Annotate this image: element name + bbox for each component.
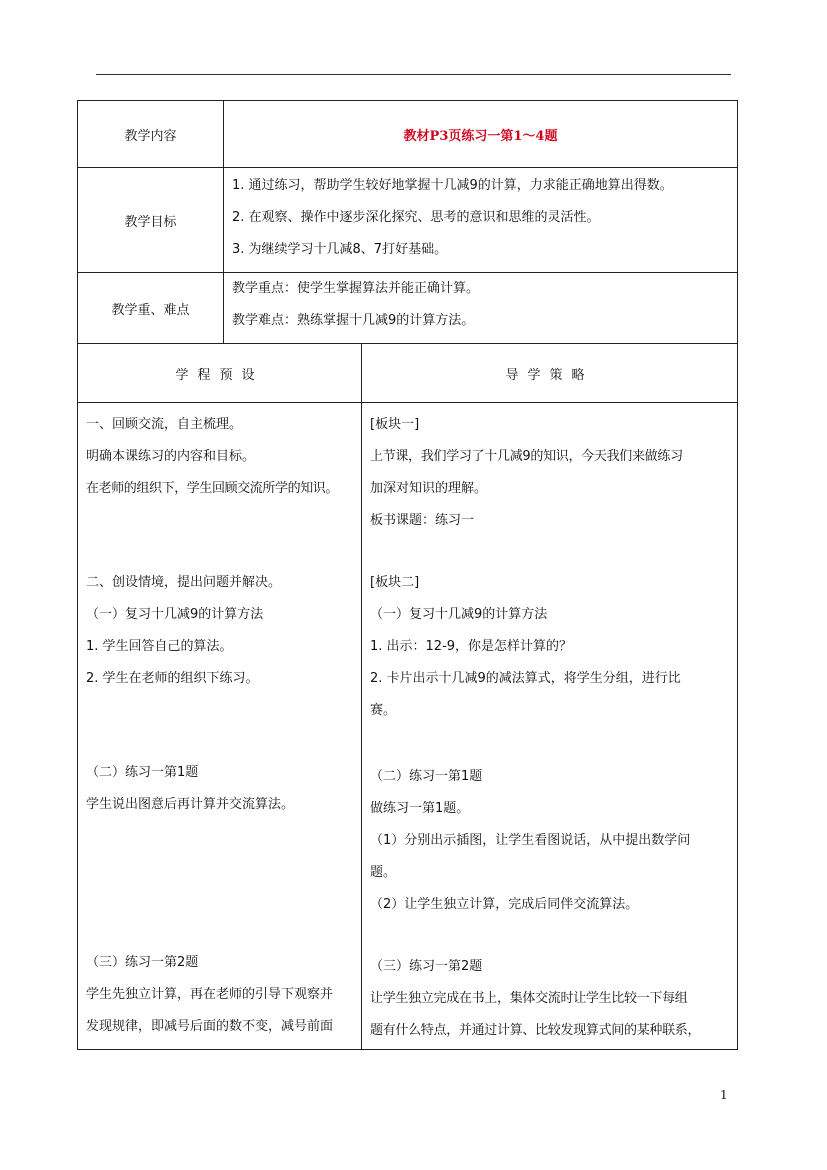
content-title: 教材P3页练习一第1～4题 (224, 101, 738, 168)
content-label: 教学内容 (78, 101, 224, 168)
content-row (78, 101, 738, 168)
subsection-title: （二）练习一第1题 (370, 769, 483, 784)
paragraph: 1. 学生回答自己的算法。 (86, 639, 233, 654)
column-header-row (78, 344, 738, 403)
right-column (362, 403, 738, 1050)
key-points-row (78, 273, 738, 344)
paragraph: 让学生独立完成在书上，集体交流时让学生比较一下每组 (370, 991, 688, 1006)
left-column-header: 学程预设 (78, 344, 362, 403)
block-tag: [板块二] (370, 575, 420, 590)
header-rule (96, 74, 731, 75)
block-tag: [板块一] (370, 417, 420, 432)
key-points-label: 教学重、难点 (78, 273, 224, 344)
subsection-title: （二）练习一第1题 (86, 765, 199, 780)
goal-item: 2. 在观察、操作中逐步深化探究、思考的意识和思维的灵活性。 (232, 210, 600, 225)
paragraph: 学生说出图意后再计算并交流算法。 (86, 797, 295, 812)
paragraph: （2）让学生独立计算，完成后同伴交流算法。 (370, 897, 639, 912)
page-number: 1 (720, 1088, 728, 1102)
paragraph: 2. 学生在老师的组织下练习。 (86, 671, 259, 686)
goals-label: 教学目标 (78, 168, 224, 273)
paragraph: 1. 出示：12-9，你是怎样计算的？ (370, 639, 573, 654)
paragraph: 做练习一第1题。 (370, 801, 470, 816)
process-row (78, 403, 738, 1050)
paragraph: 题。 (370, 865, 397, 880)
subsection-title: （三）练习一第2题 (86, 955, 199, 970)
paragraph: 在老师的组织下，学生回顾交流所学的知识。 (86, 481, 339, 496)
section-title: 二、创设情境，提出问题并解决。 (86, 575, 282, 590)
key-point-item: 教学难点：熟练掌握十几减9的计算方法。 (232, 313, 475, 328)
subsection-title: （一）复习十几减9的计算方法 (370, 607, 548, 622)
paragraph: 加深对知识的理解。 (370, 481, 488, 496)
paragraph: 发现规律，即减号后面的数不变，减号前面 (86, 1019, 334, 1034)
left-column (78, 403, 362, 1050)
subsection-title: （三）练习一第2题 (370, 959, 483, 974)
key-point-item: 教学重点：使学生掌握算法并能正确计算。 (232, 281, 480, 296)
paragraph: 赛。 (370, 703, 397, 718)
section-title: 一、回顾交流，自主梳理。 (86, 417, 243, 432)
goals-cell (224, 168, 738, 273)
goal-item: 1. 通过练习，帮助学生较好地掌握十几减9的计算，力求能正确地算出得数。 (232, 178, 673, 193)
goals-row (78, 168, 738, 273)
paragraph: （1）分别出示插图，让学生看图说话，从中提出数学问 (370, 833, 691, 848)
paragraph: 明确本课练习的内容和目标。 (86, 449, 256, 464)
key-points-cell (224, 273, 738, 344)
paragraph: 上节课，我们学习了十几减9的知识，今天我们来做练习 (370, 449, 683, 464)
paragraph: 题有什么特点，并通过计算、比较发现算式间的某种联系， (370, 1023, 701, 1038)
paragraph: 学生先独立计算，再在老师的引导下观察并 (86, 987, 334, 1002)
subsection-title: （一）复习十几减9的计算方法 (86, 607, 264, 622)
goal-item: 3. 为继续学习十几减8、7打好基础。 (232, 242, 448, 257)
right-column-header: 导学策略 (362, 344, 738, 403)
paragraph: 板书课题：练习一 (370, 513, 475, 528)
lesson-plan-table (77, 100, 738, 1050)
paragraph: 2. 卡片出示十几减9的减法算式，将学生分组，进行比 (370, 671, 681, 686)
